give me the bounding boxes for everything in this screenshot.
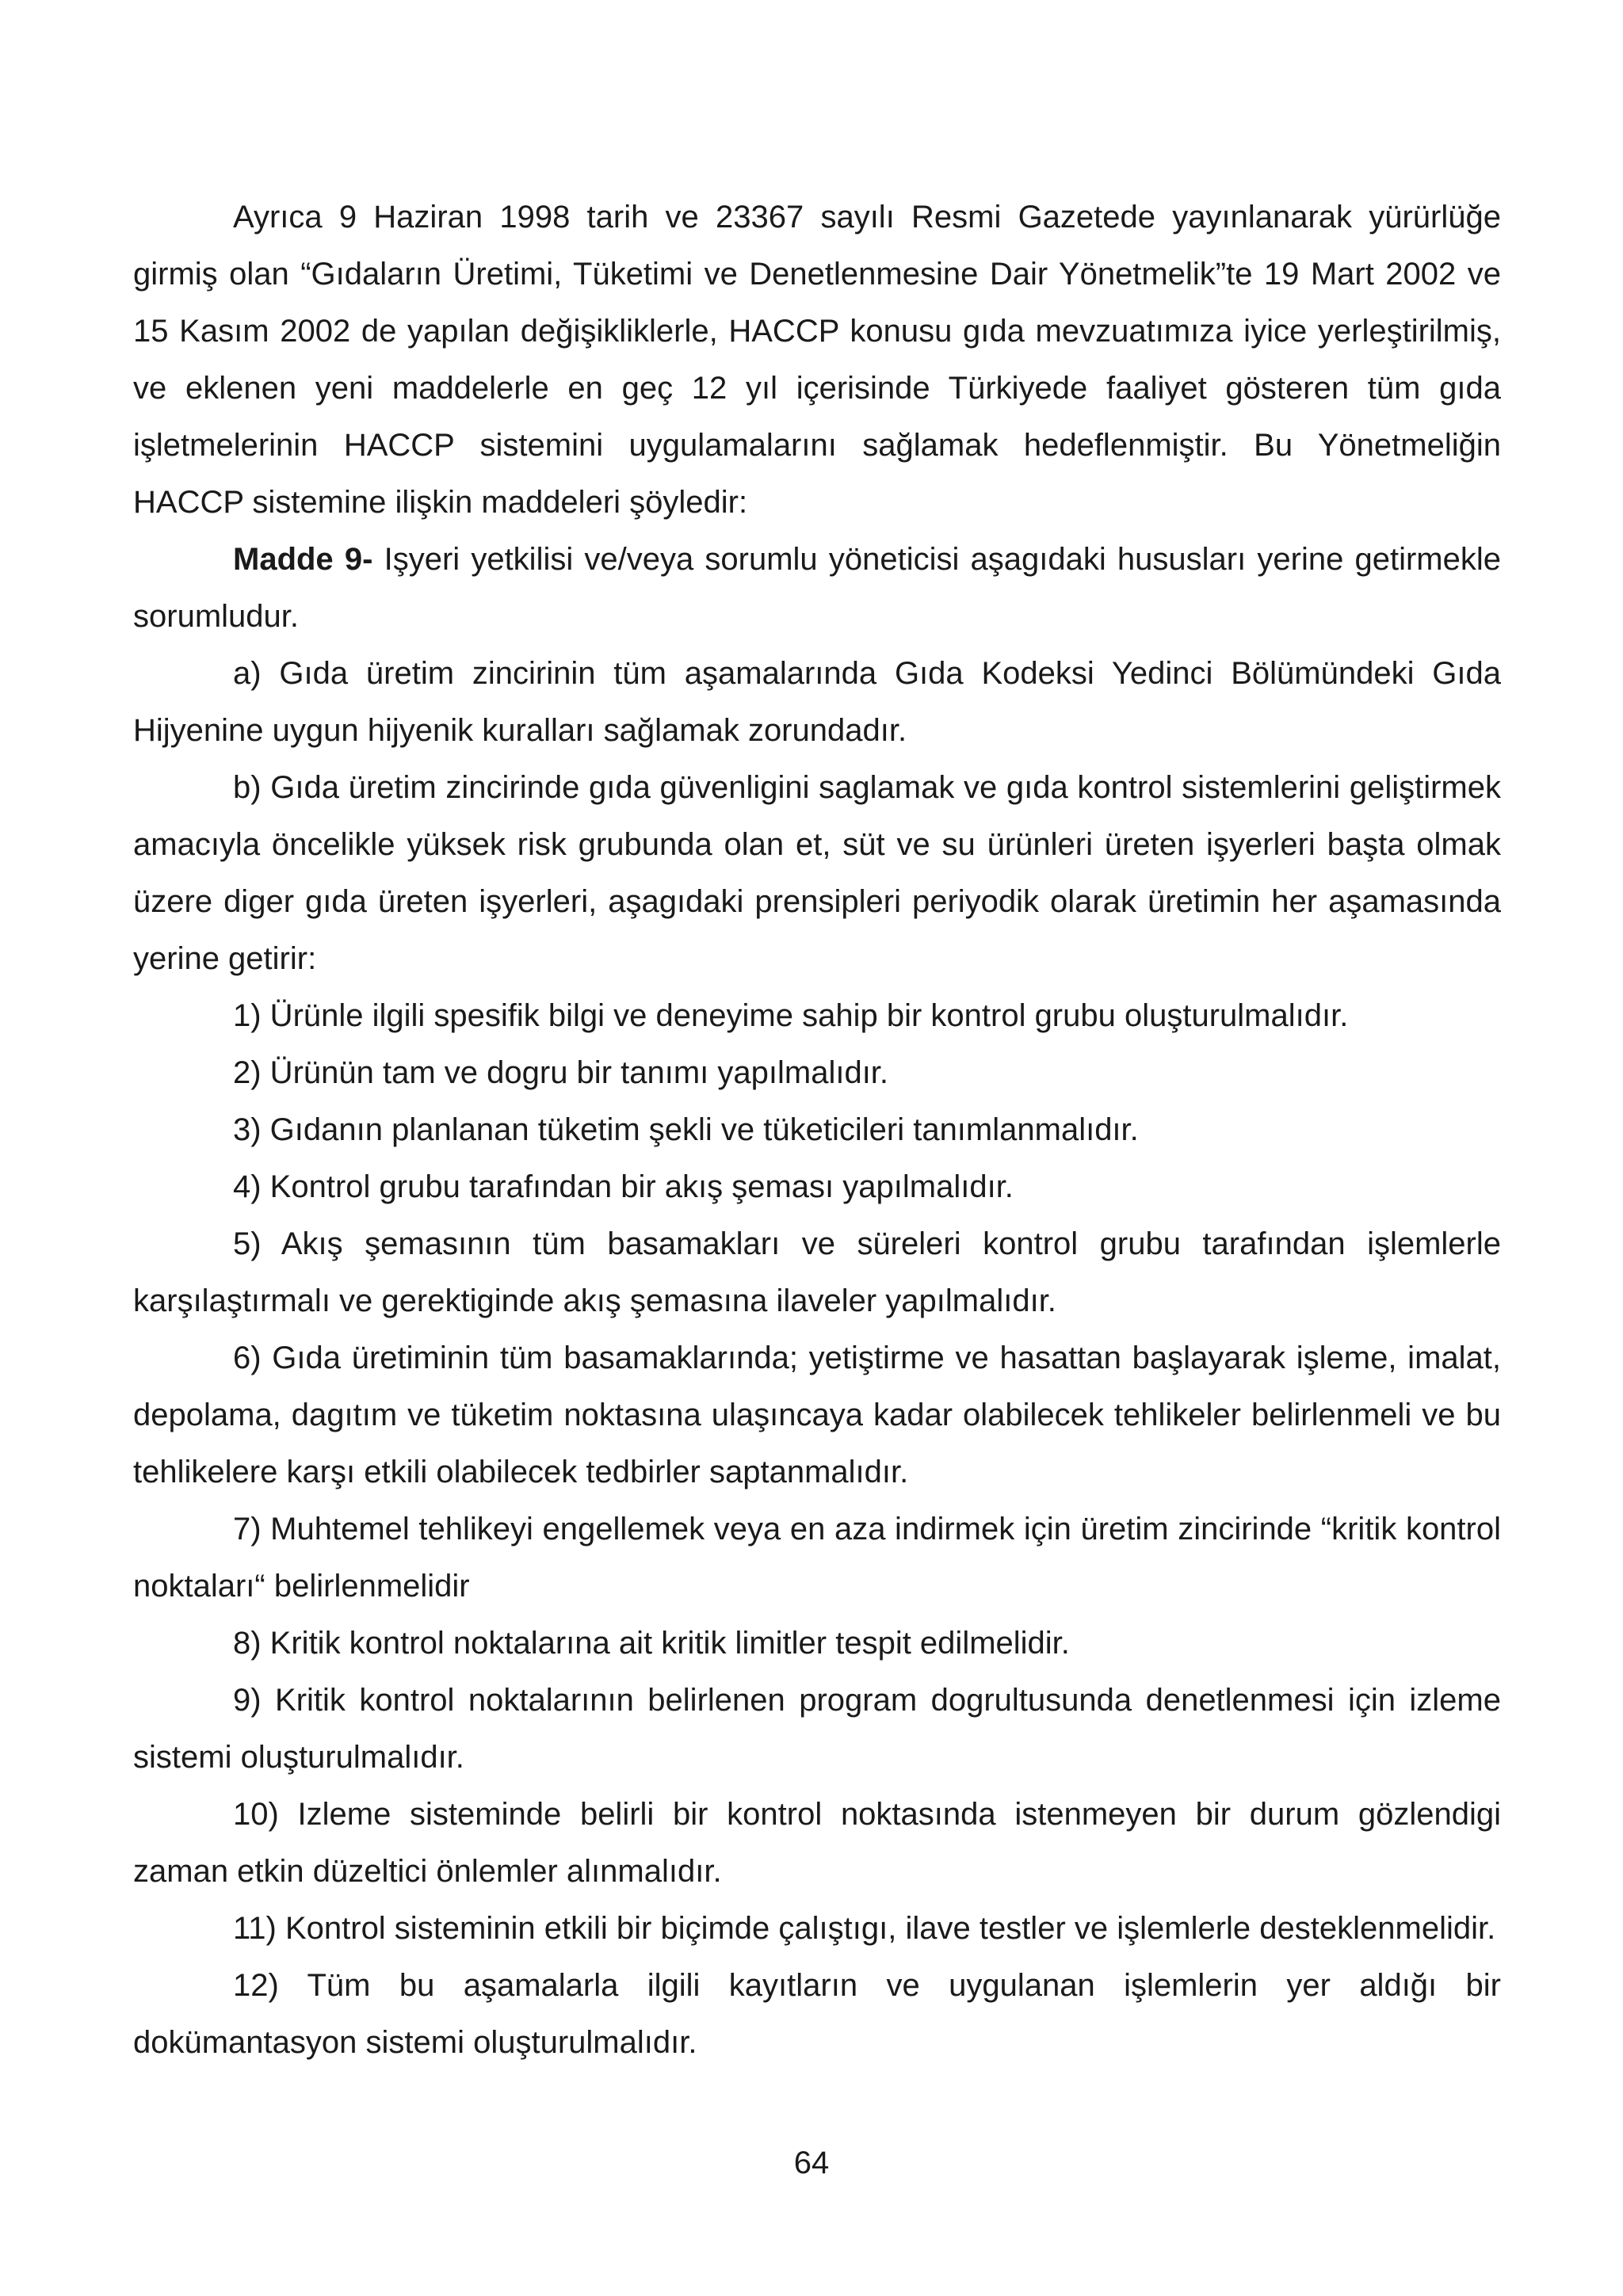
principle-item-11: 11) Kontrol sisteminin etkili bir biçimde çalıştıgı, ilave testler ve işlemlerle desteklenmelidir.	[233, 1911, 1496, 1946]
principle-item-8: 8) Kritik kontrol noktalarına ait kritik limitler tespit edilmelidir.	[233, 1626, 1070, 1661]
principle-item-12: 12) Tüm bu aşamalarla ilgili kayıtların ve uygulanan işlemlerin yer aldığı bir dokümantasyon sistemi oluşturulmalıdır.	[133, 1968, 1501, 2060]
intro-paragraph: Ayrıca 9 Haziran 1998 tarih ve 23367 sayılı Resmi Gazetede yayınlanarak yürürlüğe girmiş olan “Gıdaların Üretimi, Tüketimi ve Denetlenmesine Dair Yönetmelik”te 19 Mart 2002 ve 15 Kasım 2002 de yapılan değişikliklerle, HACCP konusu gıda mevzuatımıza iyice yerleştirilmiş, ve eklenen yeni maddelerle en geç 12 yıl içerisinde Türkiyede faaliyet gösteren tüm gıda işletmelerinin HACCP sistemini uygulamalarını sağlamak hedeflenmiştir. Bu Yönetmeliğin HACCP sistemine ilişkin maddeleri şöyledir:	[133, 200, 1501, 520]
madde-9-paragraph	[133, 531, 1501, 645]
principle-item-7: 7) Muhtemel tehlikeyi engellemek veya en aza indirmek için üretim zincirinde “kritik kontrol noktaları“ belirlenmelidir	[133, 1512, 1501, 1604]
principle-item-1: 1) Ürünle ilgili spesifik bilgi ve deneyime sahip bir kontrol grubu oluşturulmalıdır.	[233, 998, 1349, 1033]
principle-item-10: 10) Izleme sisteminde belirli bir kontrol noktasında istenmeyen bir durum gözlendigi zaman etkin düzeltici önlemler alınmalıdır.	[133, 1797, 1501, 1889]
principle-item-6: 6) Gıda üretiminin tüm basamaklarında; yetiştirme ve hasattan başlayarak işleme, imalat, depolama, dagıtım ve tüketim noktasına ulaşıncaya kadar olabilecek tehlikeler belirlenmeli ve bu tehlikelere karşı etkili olabilecek tedbirler saptanmalıdır.	[133, 1341, 1501, 1489]
madde-text: Işyeri yetkilisi ve/veya sorumlu yöneticisi aşagıdaki hususları yerine getirmekle sorumludur.	[133, 542, 1501, 634]
item-b-paragraph: b) Gıda üretim zincirinde gıda güvenligini saglamak ve gıda kontrol sistemlerini geliştirmek amacıyla öncelikle yüksek risk grubunda olan et, süt ve su ürünleri üreten işyerleri başta olmak üzere diger gıda üreten işyerleri, aşagıdaki prensipleri periyodik olarak üretimin her aşamasında yerine getirir:	[133, 770, 1501, 976]
body-text	[133, 189, 1501, 2071]
principle-item-4: 4) Kontrol grubu tarafından bir akış şeması yapılmalıdır.	[233, 1169, 1014, 1204]
principle-item-3: 3) Gıdanın planlanan tüketim şekli ve tüketicileri tanımlanmalıdır.	[233, 1112, 1139, 1147]
principle-item-2: 2) Ürünün tam ve dogru bir tanımı yapılmalıdır.	[233, 1055, 889, 1090]
principle-item-5: 5) Akış şemasının tüm basamakları ve süreleri kontrol grubu tarafından işlemlerle karşılaştırmalı ve gerektiginde akış şemasına ilaveler yapılmalıdır.	[133, 1226, 1501, 1318]
item-a-paragraph: a) Gıda üretim zincirinin tüm aşamalarında Gıda Kodeksi Yedinci Bölümündeki Gıda Hijyenine uygun hijyenik kuralları sağlamak zorundadır.	[133, 656, 1501, 748]
madde-label: Madde 9-	[233, 542, 373, 577]
page-number: 64	[793, 2145, 830, 2180]
principle-item-9: 9) Kritik kontrol noktalarının belirlenen program dogrultusunda denetlenmesi için izleme sistemi oluşturulmalıdır.	[133, 1683, 1501, 1775]
